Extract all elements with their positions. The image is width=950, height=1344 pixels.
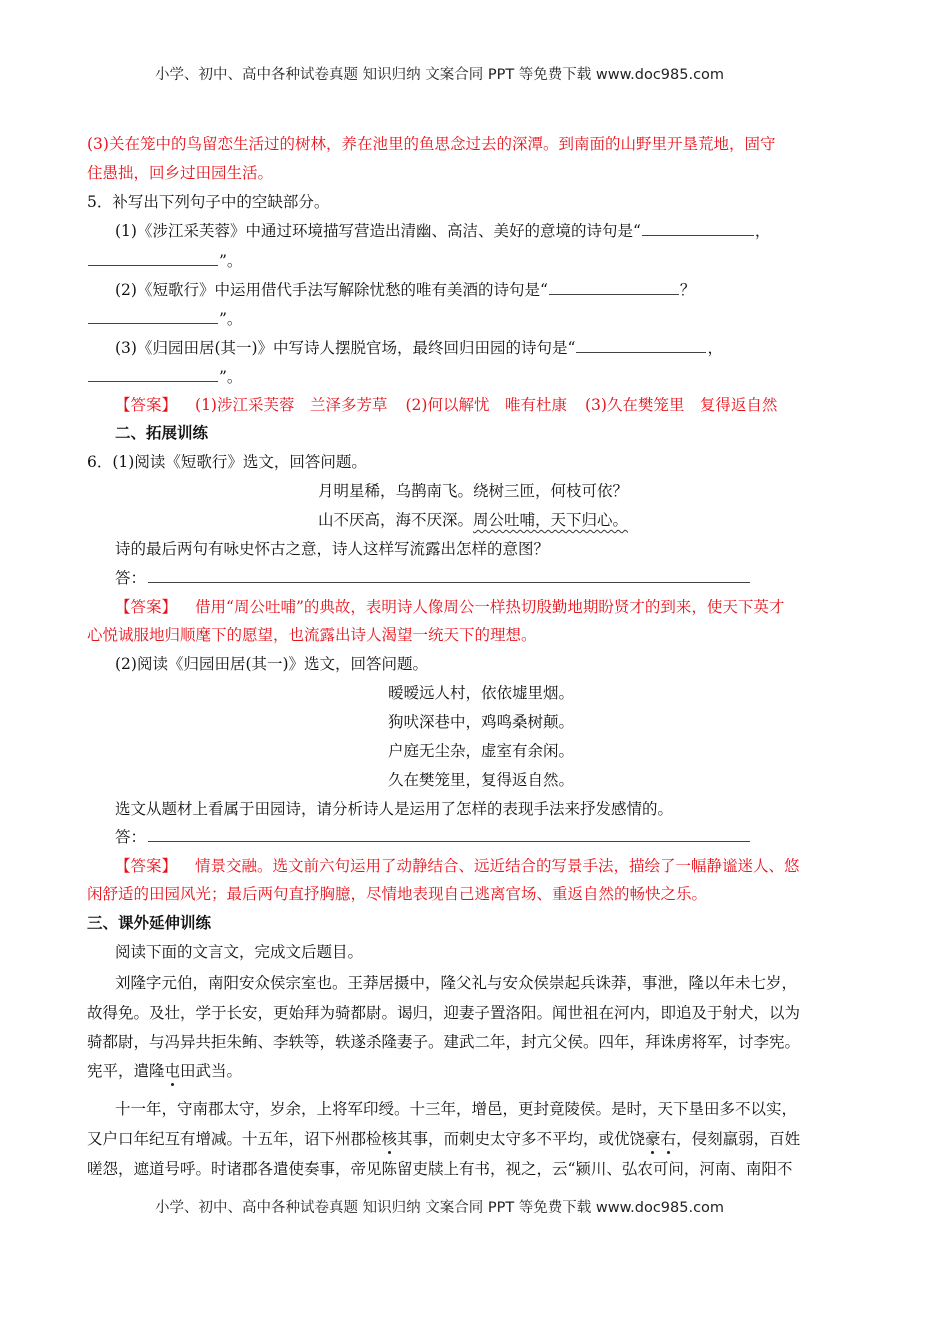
page-footer: 小学、初中、高中各种试卷真题 知识归纳 文案合同 PPT 等免费下载 www.doc985.com bbox=[155, 1200, 725, 1216]
q5-answer-3: (3)久在樊笼里 复得返自然 bbox=[584, 396, 778, 414]
poem-1-line-1: 月明星稀，乌鹊南飞。绕树三匝，何枝可依？ bbox=[318, 482, 629, 500]
answer-prompt-2: 答： bbox=[115, 828, 147, 846]
reading-p2-line-2-a: 又户口年纪互有增减。十五年，诏下州郡检 bbox=[87, 1130, 382, 1148]
q5-blank-2b[interactable] bbox=[88, 308, 218, 324]
page-header: 小学、初中、高中各种试卷真题 知识归纳 文案合同 PPT 等免费下载 www.doc985.com bbox=[155, 67, 725, 83]
section-3-title: 三、课外延伸训练 bbox=[87, 913, 212, 932]
q6-answer-2-line-1 bbox=[115, 855, 800, 877]
q6-answer-1-line-1 bbox=[115, 596, 784, 618]
reading-p2-line-2-b: 其事，而刺史太守多不平均，或优饶 bbox=[397, 1130, 646, 1148]
q5-item-2-cont bbox=[87, 308, 242, 330]
reading-intro: 阅读下面的文言文，完成文后题目。 bbox=[115, 943, 364, 961]
q5-blank-1b[interactable] bbox=[88, 250, 218, 266]
q5-item-1-end: ”。 bbox=[219, 252, 243, 270]
q5-answer-1: (1)涉江采芙蓉 兰泽多芳草 bbox=[195, 396, 388, 414]
q5-item-1 bbox=[115, 220, 770, 242]
q5-item-1-text: (1)《涉江采芙蓉》中通过环境描写营造出清幽、高洁、美好的意境的诗句是“ bbox=[115, 222, 641, 240]
prev-answer-line-1: (3)关在笼中的鸟留恋生活过的树林，养在池里的鱼思念过去的深潭。到南面的山野里开垦荒地，固守 bbox=[87, 135, 776, 153]
reading-p2-line-1: 十一年，守南郡太守，岁余，上将军印绶。十三年，增邑，更封竟陵侯。是时，天下垦田多不以实， bbox=[115, 1100, 798, 1118]
answer-field-1[interactable] bbox=[148, 567, 750, 583]
q6-part-2-question: 选文从题材上看属于田园诗，请分析诗人是运用了怎样的表现手法来抒发感情的。 bbox=[115, 800, 674, 818]
q5-item-3-end: ”。 bbox=[219, 368, 243, 386]
q6-part-2-answer-line bbox=[115, 826, 750, 848]
q5-item-2-end: ”。 bbox=[219, 310, 243, 328]
q6-answer-2-line-2: 闲舒适的田园风光；最后两句直抒胸臆，尽情地表现自己逃离官场、重返自然的畅快之乐。 bbox=[87, 885, 708, 903]
q5-blank-3a[interactable] bbox=[576, 337, 706, 353]
poem-2-line-1: 暧暧远人村，依依墟里烟。 bbox=[388, 684, 575, 702]
reading-p2-line-3: 嗟怨，遮道号呼。时诸郡各遣使奏事，帝见陈留吏牍上有书，视之，云“颍川、弘农可问，河南、南阳不 bbox=[87, 1160, 793, 1178]
reading-p1-line-4-a: 宪平，遣隆 bbox=[87, 1062, 165, 1080]
q5-answer-2: (2)何以解忧 唯有杜康 bbox=[405, 396, 567, 414]
q5-item-3-text: (3)《归园田居(其一)》中写诗人摆脱官场，最终回归田园的诗句是“ bbox=[115, 339, 576, 357]
q5-item-2-text: (2)《短歌行》中运用借代手法写解除忧愁的唯有美酒的诗句是“ bbox=[115, 281, 548, 299]
prev-answer-line-2: 住愚拙，回乡过田园生活。 bbox=[87, 164, 274, 182]
q6-part-2-intro: (2)阅读《归园田居(其一)》选文，回答问题。 bbox=[115, 655, 429, 673]
reading-p1-line-1: 刘隆字元伯，南阳安众侯宗室也。王莽居摄中，隆父礼与安众侯崇起兵诛莽，事泄，隆以年未七岁， bbox=[115, 974, 798, 992]
q6-answer-1-text: 借用“周公吐哺”的典故，表明诗人像周公一样热切殷勤地期盼贤才的到来，使天下英才 bbox=[195, 598, 785, 616]
q5-item-2-sep: ？ bbox=[679, 281, 696, 299]
dotted-char-hao: 豪 bbox=[645, 1130, 661, 1148]
q5-blank-2a[interactable] bbox=[549, 279, 679, 295]
q5-blank-3b[interactable] bbox=[88, 366, 218, 382]
reading-p1-line-4 bbox=[87, 1060, 242, 1082]
section-2-title: 二、拓展训练 bbox=[115, 423, 209, 442]
q5-item-3-sep: ， bbox=[707, 339, 723, 357]
q5-item-3 bbox=[115, 337, 723, 359]
reading-p1-line-4-b: 田武当。 bbox=[180, 1062, 243, 1080]
poem-2-line-2: 狗吠深巷中，鸡鸣桑树颠。 bbox=[388, 713, 575, 731]
q6-part-1-question: 诗的最后两句有咏史怀古之意，诗人这样写流露出怎样的意图？ bbox=[115, 540, 550, 558]
reading-p2-line-2-c: ，侵刻羸弱，百姓 bbox=[676, 1130, 801, 1148]
q5-answer-label: 【答案】 bbox=[115, 396, 178, 414]
dotted-char-you: 右 bbox=[660, 1130, 677, 1148]
q6-answer-1-label: 【答案】 bbox=[115, 598, 178, 616]
poem-1-line-2-b: 周公吐哺，天下归心。 bbox=[473, 511, 629, 529]
poem-2-line-3: 户庭无尘杂，虚室有余闲。 bbox=[388, 742, 575, 760]
q5-item-1-cont bbox=[87, 250, 242, 272]
answer-field-2[interactable] bbox=[148, 826, 750, 842]
reading-p2-line-2 bbox=[87, 1128, 800, 1150]
q6-part-1-intro: 6．(1)阅读《短歌行》选文，回答问题。 bbox=[87, 453, 367, 471]
poem-1-line-2-a: 山不厌高，海不厌深。 bbox=[318, 511, 474, 529]
q6-answer-2-label: 【答案】 bbox=[115, 857, 178, 875]
dotted-char-he: 核 bbox=[381, 1130, 398, 1148]
q6-answer-1-line-2: 心悦诚服地归顺麾下的愿望，也流露出诗人渴望一统天下的理想。 bbox=[87, 626, 537, 644]
q5-item-1-sep: ， bbox=[754, 222, 771, 240]
answer-prompt-1: 答： bbox=[115, 569, 147, 587]
q5-answer bbox=[115, 394, 777, 416]
dotted-char-tun: 屯 bbox=[164, 1062, 181, 1080]
q5-title: 5．补写出下列句子中的空缺部分。 bbox=[87, 193, 330, 211]
q6-answer-2-text: 情景交融。选文前六句运用了动静结合、远近结合的写景手法，描绘了一幅静谧迷人、悠 bbox=[195, 857, 800, 875]
q5-item-3-cont bbox=[87, 366, 242, 388]
q5-item-2 bbox=[115, 279, 695, 301]
reading-p1-line-2: 故得免。及壮，学于长安，更始拜为骑都尉。谒归，迎妻子置洛阳。闻世祖在河内，即追及于射犬，以为 bbox=[87, 1004, 801, 1022]
q6-part-1-answer-line bbox=[115, 567, 750, 589]
poem-2-line-4: 久在樊笼里，复得返自然。 bbox=[388, 771, 575, 789]
reading-p1-line-3: 骑都尉，与冯异共拒朱鲔、李轶等，轶遂杀隆妻子。建武二年，封亢父侯。四年，拜诛虏将军，讨李宪。 bbox=[87, 1033, 801, 1051]
poem-1-line-2 bbox=[318, 509, 628, 531]
q5-blank-1a[interactable] bbox=[642, 220, 754, 236]
